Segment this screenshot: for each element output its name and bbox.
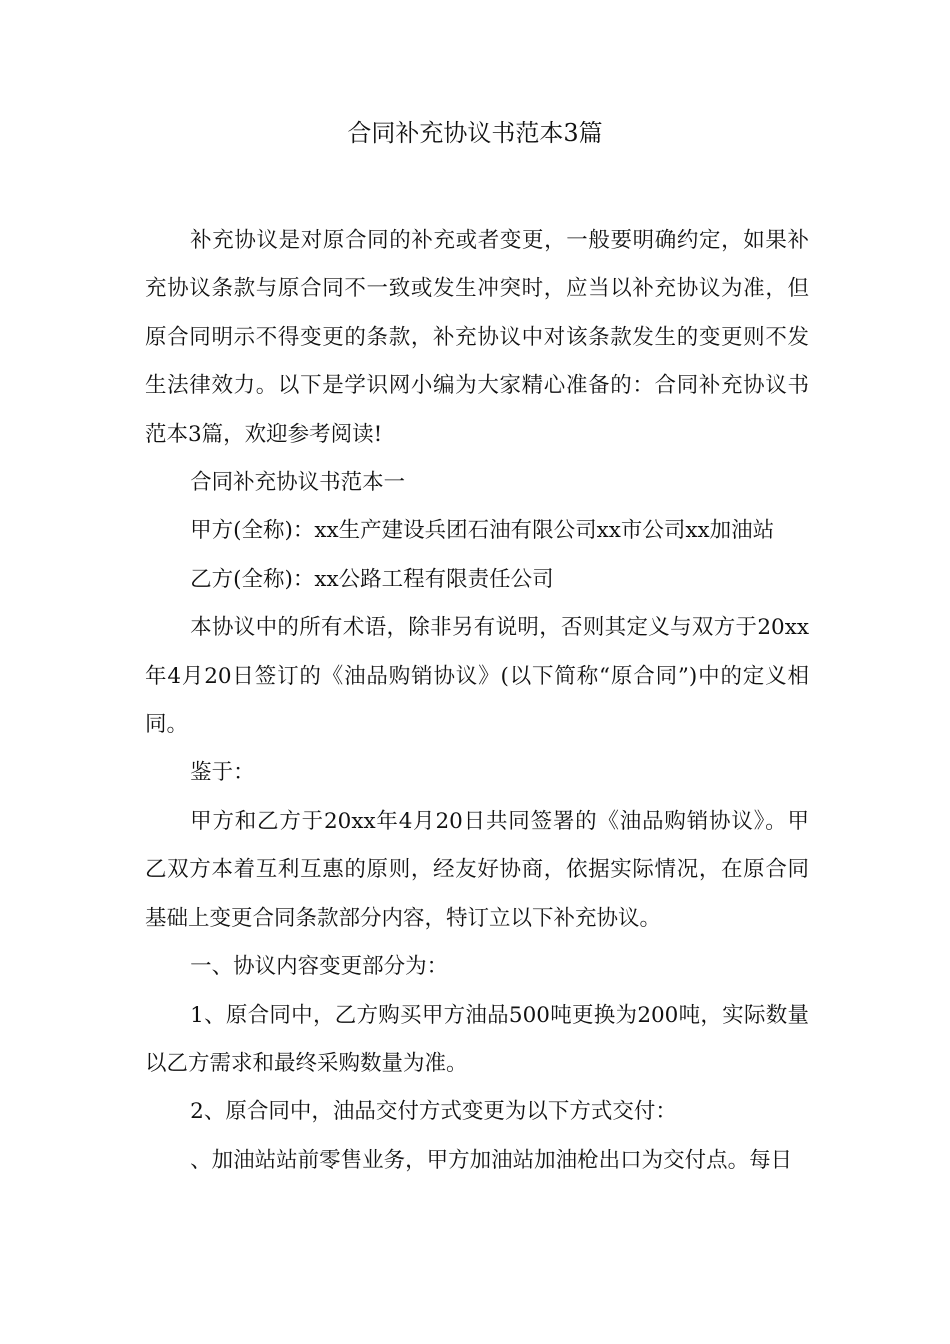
document-title: 合同补充协议书范本3篇 xyxy=(347,119,603,147)
party-b-line: 乙方(全称)：xx公路工程有限责任公司 xyxy=(190,566,554,592)
whereas-label: 鉴于： xyxy=(190,760,255,786)
clause-heading-1: 一、协议内容变更部分为： xyxy=(190,954,449,980)
party-a-line: 甲方(全称)：xx生产建设兵团石油有限公司xx市公司xx加油站 xyxy=(190,518,775,544)
section-heading: 合同补充协议书范本一 xyxy=(190,470,406,496)
background-paragraph: 甲方和乙方于20xx年4月20日共同签署的《油品购销协议》。甲乙双方本着互利互惠的原则，经友好协商，依据实际情况，在原合同基础上变更合同条款部分内容，特订立以下补充协议。 xyxy=(145,808,809,931)
intro-paragraph: 补充协议是对原合同的补充或者变更，一般要明确约定，如果补充协议条款与原合同不一致或发生冲突时，应当以补充协议为准，但原合同明示不得变更的条款，补充协议中对该条款发生的变更则不发生法律效力。以下是学识网小编为大家精心准备的：合同补充协议书范本3篇，欢迎参考阅读! xyxy=(145,228,809,447)
clause-item-2-detail: 、加油站站前零售业务，甲方加油站加油枪出口为交付点。每日 xyxy=(190,1147,793,1173)
clause-item-2: 2、原合同中，油品交付方式变更为以下方式交付： xyxy=(190,1099,677,1125)
clause-item-1: 1、原合同中，乙方购买甲方油品500吨更换为200吨，实际数量以乙方需求和最终采购数量为准。 xyxy=(145,1002,809,1076)
terms-definition-paragraph: 本协议中的所有术语，除非另有说明，否则其定义与双方于20xx年4月20日签订的《油品购销协议》(以下简称“原合同”)中的定义相同。 xyxy=(145,615,809,738)
document-body xyxy=(145,217,809,1185)
